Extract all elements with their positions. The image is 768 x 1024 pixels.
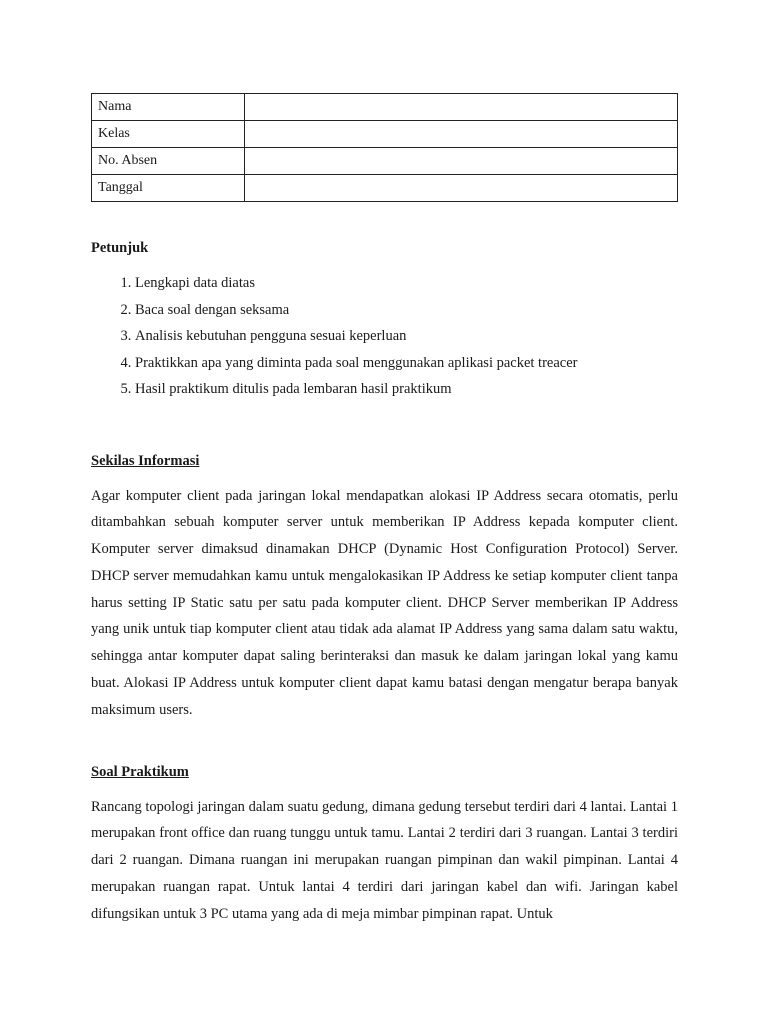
list-item: 3. Analisis kebutuhan pengguna sesuai keperluan xyxy=(135,323,678,350)
list-item: 1. Lengkapi data diatas xyxy=(135,270,678,297)
date-label: Tanggal xyxy=(92,175,245,202)
class-value-cell[interactable] xyxy=(245,121,678,148)
name-value-cell[interactable] xyxy=(245,94,678,121)
document-page xyxy=(91,93,678,928)
identity-table xyxy=(91,93,678,202)
table-row xyxy=(92,175,678,202)
table-row xyxy=(92,121,678,148)
list-item: 4. Praktikkan apa yang diminta pada soal menggunakan aplikasi packet treacer xyxy=(135,350,678,377)
class-label: Kelas xyxy=(92,121,245,148)
brief-information-paragraph: Agar komputer client pada jaringan lokal mendapatkan alokasi IP Address secara otomatis, perlu ditambahkan sebuah komputer server untuk memberikan IP Address kepada komputer client. Komputer server dimaksud dinamakan DHCP (Dynamic Host Configuration Protocol) Server. DHCP server memudahkan kamu untuk mengalokasikan IP Address ke setiap komputer client tanpa harus setting IP Static satu per satu pada komputer client. DHCP Server memberikan IP Address yang unik untuk tiap komputer client atau tidak ada alamat IP Address yang sama dalam satu waktu, sehingga antar komputer dapat saling berinteraksi dan masuk ke dalam jaringan lokal yang kamu buat. Alokasi IP Address untuk komputer client dapat kamu batasi dengan mengatur berapa banyak maksimum users. xyxy=(91,487,678,718)
brief-information-heading: Sekilas Informasi xyxy=(91,452,200,469)
name-label: Nama xyxy=(92,94,245,121)
list-item: 5. Hasil praktikum ditulis pada lembaran hasil praktikum xyxy=(135,376,678,403)
attendance-number-label: No. Absen xyxy=(92,148,245,175)
instructions-list xyxy=(91,270,678,403)
instructions-heading: Petunjuk xyxy=(91,240,149,256)
attendance-number-value-cell[interactable] xyxy=(245,148,678,175)
practicum-question-heading: Soal Praktikum xyxy=(91,763,189,780)
table-row xyxy=(92,94,678,121)
table-row xyxy=(92,148,678,175)
date-value-cell[interactable] xyxy=(245,175,678,202)
practicum-question-paragraph: Rancang topologi jaringan dalam suatu gedung, dimana gedung tersebut terdiri dari 4 lantai. Lantai 1 merupakan front office dan ruang tunggu untuk tamu. Lantai 2 terdiri dari 3 ruangan. Lantai 3 terdiri dari 2 ruangan. Dimana ruangan ini merupakan ruangan pimpinan dan wakil pimpinan. Lantai 4 merupakan ruangan rapat. Untuk lantai 4 terdiri dari jaringan kabel dan wifi. Jaringan kabel difungsikan untuk 3 PC utama yang ada di meja mimbar pimpinan rapat. Untuk xyxy=(91,798,678,922)
list-item: 2. Baca soal dengan seksama xyxy=(135,297,678,324)
